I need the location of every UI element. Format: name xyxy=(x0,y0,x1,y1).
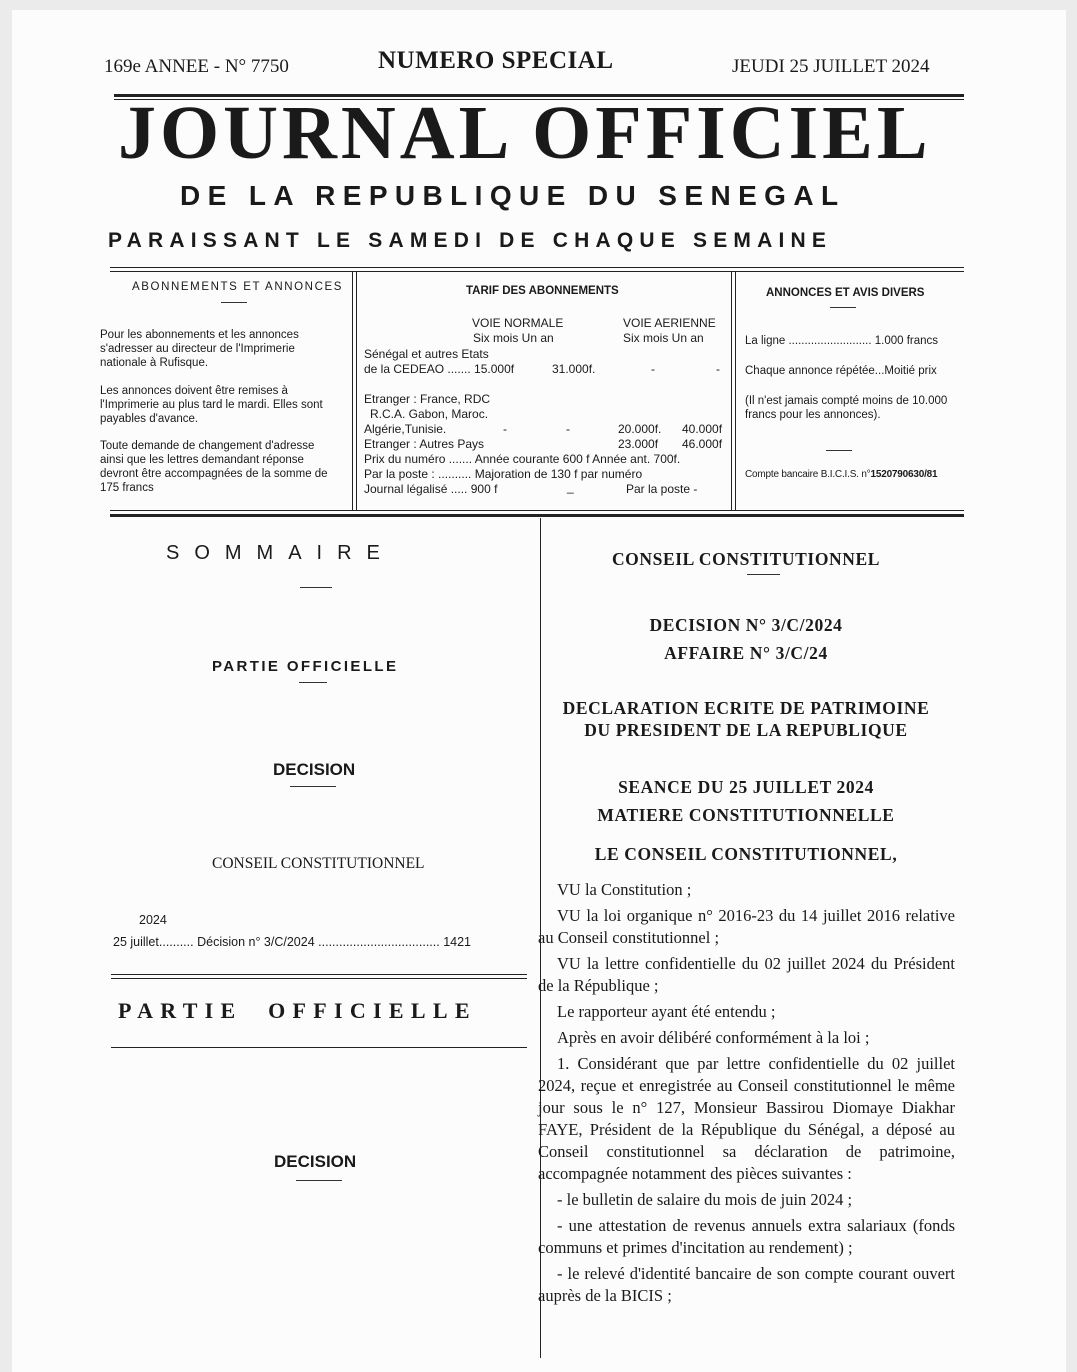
article-le-conseil: LE CONSEIL CONSTITUTIONNEL, xyxy=(594,844,898,864)
tarif-etranger-normal-6mois: - xyxy=(503,422,507,436)
tarif-journal-legalise: Journal légalisé ..... 900 f xyxy=(364,482,498,496)
sommaire-entry-text: Décision n° 3/C/2024 xyxy=(197,935,315,949)
tarif-senegal-label: Sénégal et autres Etats xyxy=(364,347,489,361)
special-issue-label: NUMERO SPECIAL xyxy=(378,47,614,74)
rapporteur-line: Le rapporteur ayant été entendu ; xyxy=(557,1002,776,1021)
partie-dash xyxy=(299,682,327,683)
article-seance: SEANCE DU 25 JUILLET 2024 xyxy=(618,777,874,797)
decision2-dash xyxy=(296,1180,342,1181)
tarif-autres-pays: Etranger : Autres Pays xyxy=(364,437,485,451)
tarif-etranger-air-1an: 40.000f xyxy=(682,422,723,436)
article-declaration-line1: DECLARATION ECRITE DE PATRIMOINE xyxy=(562,698,930,718)
voie-aerienne-label: VOIE AERIENNE xyxy=(623,316,716,330)
annonces-repeated-price: Chaque annonce répétée...Moitié prix xyxy=(745,365,937,377)
republic-subtitle: DE LA REPUBLIQUE DU SENEGAL xyxy=(180,180,846,211)
voie-aerienne-periods: Six mois Un an xyxy=(623,331,704,345)
sommaire-rule-1 xyxy=(111,974,527,975)
sommaire-rule-2 xyxy=(111,978,527,979)
sommaire-entry-date: 25 juillet xyxy=(113,935,159,949)
piece-releve-bancaire: - le relevé d'identité bancaire de son compte courant ouvert auprès de la BICIS ; xyxy=(538,1264,955,1305)
issue-date: JEUDI 25 JUILLET 2024 xyxy=(732,56,930,77)
visa-constitution: VU la Constitution ; xyxy=(557,880,692,899)
tarif-cedeao-1an: 31.000f. xyxy=(552,362,596,376)
voie-normale-label: VOIE NORMALE xyxy=(472,316,564,330)
sommaire-entry xyxy=(113,935,527,949)
tarif-etranger-normal-1an: - xyxy=(566,422,570,436)
bank-account-line xyxy=(745,469,937,480)
sommaire-entry-dots-2: ................................... xyxy=(318,935,440,949)
annonces-ligne-price: La ligne .......................... 1.000 francs xyxy=(745,335,939,347)
bank-account-label: Compte bancaire B.I.C.I.S. n° xyxy=(745,469,871,480)
sommaire-entry-page: 1421 xyxy=(443,935,472,949)
partie-rule xyxy=(111,1047,527,1048)
box-divider-1a xyxy=(352,272,353,510)
article-body xyxy=(538,879,955,1311)
abonnements-title-dash xyxy=(221,302,247,303)
annonces-title-dash xyxy=(830,307,856,308)
partie-officielle-heading: PARTIE OFFICIELLE xyxy=(118,998,477,1023)
decision-heading-2: DECISION xyxy=(274,1152,357,1171)
tarif-journal-legalise-poste: Par la poste - xyxy=(626,482,698,496)
tarif-etranger-rca: R.C.A. Gabon, Maroc. xyxy=(370,407,489,421)
tarif-prix-numero: Prix du numéro ....... Année courante 600 f Année ant. 700f. xyxy=(364,452,681,466)
article-conseil-dash xyxy=(747,574,780,575)
tarif-par-la-poste: Par la poste : .......... Majoration de 130 f par numéro xyxy=(364,467,643,481)
masthead-title: JOURNAL OFFICIEL xyxy=(118,91,932,175)
considerant-1: 1. Considérant que par lettre confidentielle du 02 juillet 2024, reçue et enregistrée au Conseil constitutionnel le même jour sous le n° 127, Monsieur Bassirou Diomaye Diakhar FAYE, Président de la République du Sénégal, a déposé au Conseil constitutionnel sa déclaration de patrimoine, accompagnée notamment des pièces suivantes : xyxy=(538,1054,955,1183)
box-divider-2a xyxy=(731,272,732,510)
sommaire-dash xyxy=(300,587,332,588)
tarif-autres-air-1an: 46.000f xyxy=(682,437,723,451)
voie-normale-periods: Six mois Un an xyxy=(473,331,554,345)
box-divider-2b xyxy=(735,272,736,510)
annonces-title: ANNONCES ET AVIS DIVERS xyxy=(766,287,925,299)
tarif-journal-legalise-dash: _ xyxy=(567,480,574,494)
article-conseil-title: CONSEIL CONSTITUTIONNEL xyxy=(611,549,881,569)
sommaire-conseil: CONSEIL CONSTITUTIONNEL xyxy=(212,855,425,872)
sommaire-year: 2024 xyxy=(139,913,167,927)
annonces-minimum-note: (Il n'est jamais compté moins de 10.000 francs pour les annonces). xyxy=(745,395,948,421)
visa-loi-organique: VU la loi organique n° 2016-23 du 14 juillet 2016 relative au Conseil constitutionnel ; xyxy=(538,906,955,947)
tarif-etranger-algerie: Algérie,Tunisie. xyxy=(364,422,447,436)
abonnements-title: ABONNEMENTS ET ANNONCES xyxy=(132,281,344,293)
tarif-autres-air-6mois: 23.000f xyxy=(618,437,659,451)
issue-number: 169e ANNEE - N° 7750 xyxy=(104,56,289,77)
sommaire-title: SOMMAIRE xyxy=(166,542,395,564)
tarif-title: TARIF DES ABONNEMENTS xyxy=(466,285,619,297)
sommaire-entry-dots-1: .......... xyxy=(158,935,194,949)
abonnements-paragraph-2: Les annonces doivent être remises à l'Imprimerie au plus tard le mardi. Elles sont payables d'avance. xyxy=(100,385,323,425)
article-declaration-line2: DU PRESIDENT DE LA REPUBLIQUE xyxy=(584,720,908,740)
sommaire-decision-heading: DECISION xyxy=(273,760,356,779)
article-matiere: MATIERE CONSTITUTIONNELLE xyxy=(597,805,895,825)
article-decision-number: DECISION N° 3/C/2024 xyxy=(649,615,843,635)
visa-lettre: VU la lettre confidentielle du 02 juillet 2024 du Président de la République ; xyxy=(538,954,955,995)
sommaire-partie-officielle: PARTIE OFFICIELLE xyxy=(212,658,399,675)
box-rule-top2 xyxy=(110,271,964,272)
publication-frequency: PARAISSANT LE SAMEDI DE CHAQUE SEMAINE xyxy=(108,229,833,252)
box-rule-top1 xyxy=(110,267,964,268)
tarif-cedeao-air-1an: - xyxy=(716,362,720,376)
bank-account-number: 1520790630/81 xyxy=(870,469,938,480)
abonnements-paragraph-3: Toute demande de changement d'adresse ainsi que les lettres demandant réponse devront être accompagnées de la somme de 175 francs xyxy=(100,440,328,494)
deliberation-line: Après en avoir délibéré conformément à la loi ; xyxy=(557,1028,870,1047)
annonces-separator-dash xyxy=(826,450,852,451)
decision-dash xyxy=(290,786,336,787)
article-affaire-number: AFFAIRE N° 3/C/24 xyxy=(664,643,828,663)
box-divider-1b xyxy=(356,272,357,510)
tarif-cedeao-air-6mois: - xyxy=(651,362,655,376)
abonnements-paragraph-1: Pour les abonnements et les annonces s'adresser au directeur de l'Imprimerie nationale à Rufisque. xyxy=(100,329,299,369)
piece-bulletin-salaire: - le bulletin de salaire du mois de juin 2024 ; xyxy=(557,1190,853,1209)
tarif-etranger-france: Etranger : France, RDC xyxy=(364,392,491,406)
tarif-etranger-air-6mois: 20.000f. xyxy=(618,422,662,436)
box-rule-bottom2 xyxy=(110,514,964,517)
box-rule-bottom1 xyxy=(110,510,964,511)
tarif-cedeao-6mois: de la CEDEAO ....... 15.000f xyxy=(364,362,515,376)
piece-attestation-revenus: - une attestation de revenus annuels extra salariaux (fonds communs et primes d'incitation au rendement) ; xyxy=(538,1216,955,1257)
